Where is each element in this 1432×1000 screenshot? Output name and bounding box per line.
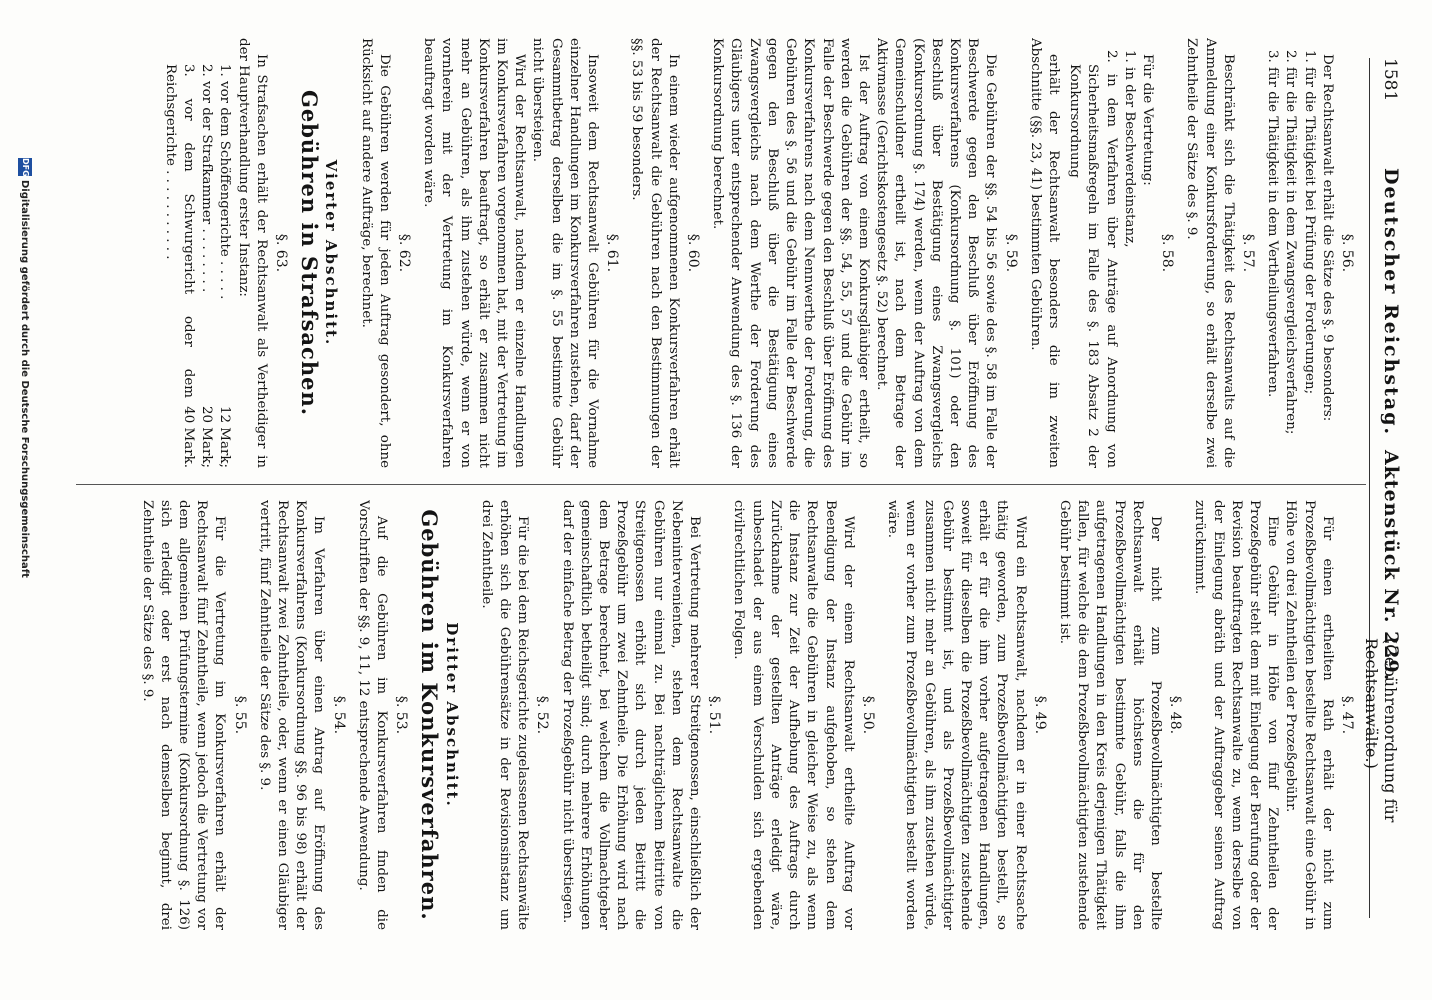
fee-amount: 12 Mark; xyxy=(217,405,233,468)
section-number: §. 50. xyxy=(859,695,876,735)
section xyxy=(1182,38,1257,468)
paragraph: Die Gebühren der §§. 54 bis 56 sowie des §. 58 im Falle der Beschwerde gegen den Beschluß über Eröffnung des Konkursverfahrens (Konkursordnung §. 101) oder den Beschluß über Bestätigung eines Zwangsvergleichs (Konkursordnung §. 174) werden, wenn der Auftrag von dem Gemeinschuldner ertheilt ist, nach dem Betrage der Aktivmasse (Gerichtskostengesetz §. 52) berechnet. xyxy=(874,38,999,468)
section xyxy=(356,38,413,468)
paragraph: Insoweit dem Rechtsanwalt Gebühren für die Vornahme einzelner Handlungen im Konkursverfahren zustehen, darf der Gesammtbetrag derselben die im §. 55 bestimmte Gebühr nicht übersteigen. xyxy=(530,38,601,468)
section xyxy=(161,38,290,468)
section xyxy=(883,500,1049,930)
right-column xyxy=(82,500,1362,930)
header-title: Deutscher Reichstag. xyxy=(1380,168,1402,437)
list-item: 2. in dem Verfahren über Anträge auf Anordnung von Sicherheitsmaßregeln im Falle des §. 183 Absatz 2 der Konkursordnung xyxy=(1067,50,1119,468)
page-number: 1581 xyxy=(1380,58,1400,102)
paragraph: Beschränkt sich die Thätigkeit des Rechtsanwalts auf die Anmeldung einer Konkursforderung, so erhält derselbe zwei Zehntheile der Sätze des §. 9. xyxy=(1184,38,1236,468)
list-item: 2. für die Thätigkeit in dem Zwangsvergleichsverfahren; xyxy=(1283,50,1299,435)
section-number: §. 47. xyxy=(1339,695,1355,735)
chapter-label: Vierter Abschnitt. xyxy=(322,159,341,347)
page-header xyxy=(1362,58,1410,918)
fee-row xyxy=(161,64,197,468)
header-subtitle: (Gebührenordnung für Rechtsanwälte.) xyxy=(1362,638,1400,823)
paragraph: In Strafsachen erhält der Rechtsanwalt als Vertheidiger in der Hauptverhandlung erster Instanz: xyxy=(235,38,269,468)
fee-court: 1. vor dem Schöffengerichte . . . . . xyxy=(217,64,233,300)
list-item: 1. für die Thätigkeit bei Prüfung der Forderungen; xyxy=(1301,50,1317,395)
paragraph: Der nicht zum Prozeßbevollmächtigten bestellte Rechtsanwalt erhält höchstens die für den Prozeßbevollmächtigten bestimmte Gebühr, falls die ihm aufgetragenen Handlungen in den Kreis derjenigen Thätigkeit fallen, für welche die dem Prozeßbevollmächtigten zustehende Gebühr bestimmt ist. xyxy=(1056,500,1163,930)
paragraph: Für die Vertretung im Konkursverfahren erhält der Rechtsanwalt fünf Zehntheile, wenn jedoch die Vertretung vor dem allgemeinen Prüfungstermine (Konkursordnung §. 126) sich erledigt oder erst nach demselben beginnt, drei Zehntheile der Sätze des §. 9. xyxy=(139,500,228,930)
section xyxy=(627,38,702,468)
dfg-logo: DFG xyxy=(18,158,32,176)
section-number: §. 63. xyxy=(273,233,290,273)
section xyxy=(1190,500,1356,930)
paragraph: Bei Vertretung mehrerer Streitgenossen, einschließlich der Nebenintervenienten, stehen dem Rechtsanwalte die Gebühren nur einmal zu. Bei nachträglichem Beitritte von Streitgenossen erhöht sich durch jeden Beitritt die Prozeßgebühr um zwei Zehntheile. Die Erhöhung wird nach dem Betrage berechnet, bei welchem die Vollmachtgeber gemeinschaftlich betheiligt sind; durch mehrere Erhöhungen darf der einfache Betrag der Prozeßgebühr nicht überstiegen. xyxy=(559,500,703,930)
section xyxy=(137,500,248,930)
chapter-title: Gebühren in Strafsachen. xyxy=(297,89,323,417)
paragraph: Für die Vertretung: xyxy=(1139,54,1155,186)
paragraph: Wird der Rechtsanwalt, nachdem er einzelne Handlungen im Konkursverfahren vorgenommen hat, mit der Vertretung im Konkursverfahren beauftragt, so erhält er zusammen nicht mehr an Gebühren, als ihm zustehen würde, wenn er von vornherein mit der Vertretung im Konkursverfahren beauftragt worden wäre. xyxy=(421,38,528,468)
section xyxy=(729,500,877,930)
section-number: §. 49. xyxy=(1031,695,1048,735)
section xyxy=(1065,38,1176,468)
paragraph: Für einen ertheilten Rath erhält der nicht zum Prozeßbevollmächtigten bestellte Rechtsanwalt eine Gebühr in Höhe von drei Zehntheilen der Prozeßgebühr. xyxy=(1283,500,1335,930)
section-number: §. 57. xyxy=(1239,233,1256,273)
paragraph: Wird ein Rechtsanwalt, nachdem er in einer Rechtssache thätig geworden, zum Prozeßbevollmächtigten bestellt, so erhält er für die ihm vorher aufgetragenen Handlungen, soweit für dieselben die Prozeßbevollmächtigten zustehende Gebühr bestimmt ist, und als Prozeßbevollmächtigter zusammen nicht mehr an Gebühren, als ihm zustehen würde, wenn er vorher zum Prozeßbevollmächtigten bestellt worden wäre. xyxy=(885,500,1028,930)
fee-amount: 40 Mark. xyxy=(181,406,197,468)
section xyxy=(1026,38,1062,468)
paragraph: Ist der Auftrag von einem Konkursgläubiger ertheilt, so werden die Gebühren der §§. 54, 55, 57 und die Gebühr im Falle der Beschwerde gegen den Beschluß über Eröffnung des Konkursverfahrens nach dem Nennwerthe der Forderung, die Gebühren des §. 56 und die Gebühr im Falle der Beschwerde gegen den Beschluß über die Bestätigung eines Zwangsvergleichs nach dem Werthe der Forderung des Gläubigers unter entsprechender Anwendung des §. 136 der Konkursordnung berechnet. xyxy=(710,38,871,468)
section-number: §. 54. xyxy=(330,695,347,735)
section xyxy=(708,38,1019,468)
section-number: §. 52. xyxy=(534,695,551,735)
chapter-label: Dritter Abschnitt. xyxy=(442,622,461,808)
section-number: §. 60. xyxy=(685,233,702,273)
fee-court: 2. vor der Strafkammer . . . . . . . . xyxy=(199,64,215,293)
list-item: 1. in der Beschwerdeinstanz, xyxy=(1121,50,1137,248)
paragraph: Auf die Gebühren im Konkursverfahren finden die Vorschriften der §§. 9, 11, 12 entsprechende Anwendung. xyxy=(355,500,390,930)
paragraph: erhält der Rechtsanwalt besonders die im zweiten Abschnitte (§§. 23, 41) bestimmten Gebühren. xyxy=(1027,38,1061,468)
section xyxy=(354,500,411,930)
fee-row xyxy=(215,64,233,468)
chapter-title: Gebühren im Konkursverfahren. xyxy=(417,509,443,921)
section-number: §. 53. xyxy=(393,695,410,735)
section xyxy=(1055,500,1184,930)
list-item: 3. für die Thätigkeit in dem Vertheilungsverfahren. xyxy=(1265,50,1281,398)
paragraph: Eine Gebühr in Höhe von fünf Zehntheilen der Prozeßgebühr steht dem mit Einlegung der Berufung oder der Revision beauftragten Rechtsanwalte zu, wenn derselbe von der Einlegung abräth und der Auftraggeber seinen Auftrag zurücknimmt. xyxy=(1192,500,1281,930)
section-number: §. 59. xyxy=(1002,233,1019,273)
paragraph: Der Rechtsanwalt erhält die Sätze des §. 9 besonders: xyxy=(1319,54,1335,422)
section-number: §. 51. xyxy=(706,695,723,735)
paragraph: In einem wieder aufgenommenen Konkursverfahren erhält der Rechtsanwalt die Gebühren nach den Bestimmungen der §§. 53 bis 59 besonders. xyxy=(629,38,681,468)
left-column xyxy=(82,38,1362,468)
section-number: §. 48. xyxy=(1167,695,1184,735)
column-divider xyxy=(76,484,1366,485)
paragraph: Die Gebühren werden für jeden Auftrag gesondert, ohne Rücksicht auf andere Aufträge, berechnet. xyxy=(358,38,392,468)
fee-row xyxy=(197,64,215,468)
header-doc-number: Aktenstück Nr. 229. xyxy=(1380,450,1402,682)
section-number: §. 56. xyxy=(1339,233,1355,273)
paragraph: Wird der einem Rechtsanwalt ertheilte Auftrag vor Beendigung der Instanz aufgehoben, so stehen dem Rechtsanwalte die Gebühren in gleicher Weise zu, als wenn die Instanz zur Zeit der Aufhebung des Auftrags durch Zurücknahme der gestellten Anträge erledigt wäre, unbeschadet der aus einem Verschulden sich ergebenden civilrechtlichen Folgen. xyxy=(731,500,856,930)
paragraph: Für die bei dem Reichsgerichte zugelassenen Rechtsanwälte erhöhen sich die Gebührensätze in der Revisionsinstanz um drei Zehntheile. xyxy=(478,500,531,930)
fee-court: 3. vor dem Schwurgericht oder dem Reichsgerichte . . . . . . . . . . . xyxy=(162,64,197,398)
section-number: §. 62. xyxy=(396,233,413,273)
paragraph: Im Verfahren über einen Antrag auf Eröffnung des Konkursverfahrens (Konkursordnung §§. 96 bis 98) erhält der Rechtsanwalt zwei Zehntheile, oder, wenn er einen Gläubiger vertritt, fünf Zehntheile der Sätze des §. 9. xyxy=(256,500,327,930)
section-number: §. 55. xyxy=(231,695,248,735)
section-number: §. 61. xyxy=(604,233,621,273)
section-number: §. 58. xyxy=(1159,233,1176,273)
section xyxy=(477,500,552,930)
section xyxy=(1263,38,1356,468)
section xyxy=(557,500,723,930)
fee-amount: 20 Mark; xyxy=(199,405,215,468)
section xyxy=(255,500,348,930)
digitization-credit: Digitalisierung gefördert durch die Deutsche Forschungsgemeinschaft xyxy=(19,180,30,578)
section xyxy=(419,38,621,468)
